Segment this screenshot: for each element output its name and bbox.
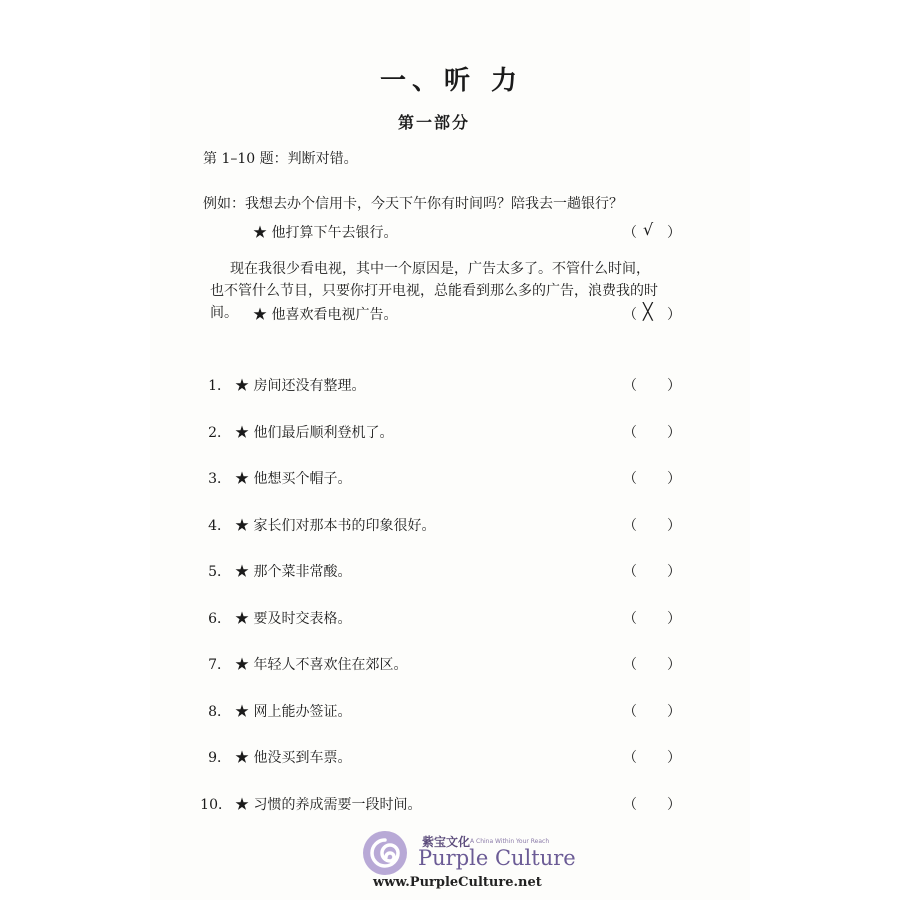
example2-statement: ★ 他喜欢看电视广告。	[253, 307, 398, 323]
answer-paren-close: ）	[667, 425, 681, 441]
question-number: 4．	[208, 518, 231, 534]
example-line	[203, 193, 623, 213]
question-number: 6．	[208, 611, 231, 627]
watermark-url: www.PurpleCulture.net	[373, 875, 542, 890]
question-number: 8．	[208, 704, 231, 720]
question-number: 3．	[208, 471, 231, 487]
section-title: 一、听 力	[380, 66, 524, 96]
question-statement: ★ 他没买到车票。	[235, 750, 352, 766]
answer-blank[interactable]	[640, 515, 664, 533]
question-statement: ★ 房间还没有整理。	[235, 378, 366, 394]
answer-paren-open: （	[623, 704, 637, 720]
answer-paren-open: （	[623, 425, 637, 441]
question-number: 5．	[208, 564, 231, 580]
answer-paren-open: （	[623, 564, 637, 580]
question-statement: ★ 他想买个帽子。	[235, 471, 352, 487]
example-paren-close: ）	[667, 225, 681, 241]
example-text: 我想去办个信用卡，今天下午你有时间吗？陪我去一趟银行？	[245, 196, 623, 212]
answer-blank[interactable]	[640, 468, 664, 486]
answer-paren-open: （	[623, 797, 637, 813]
answer-blank[interactable]	[640, 747, 664, 765]
question-number: 7．	[208, 657, 231, 673]
watermark-brand-en: Purple Culture	[418, 846, 576, 870]
check-mark: √	[643, 220, 654, 239]
answer-paren-open: （	[623, 518, 637, 534]
watermark-tagline: A China Within Your Reach	[470, 838, 550, 845]
answer-blank[interactable]	[640, 608, 664, 626]
question-statement: ★ 习惯的养成需要一段时间。	[235, 797, 422, 813]
answer-paren-close: ）	[667, 611, 681, 627]
question-statement: ★ 网上能办签证。	[235, 704, 352, 720]
answer-paren-close: ）	[667, 750, 681, 766]
answer-paren-open: （	[623, 378, 637, 394]
example-paragraph: 现在我很少看电视，其中一个原因是，广告太多了。不管什么时间，也不管什么节目，只要你打开电视，总能看到那么多的广告，浪费我的时间。	[210, 261, 658, 321]
answer-blank[interactable]	[640, 422, 664, 440]
purple-culture-logo-icon	[362, 830, 408, 876]
question-statement: ★ 要及时交表格。	[235, 611, 352, 627]
answer-paren-open: （	[623, 657, 637, 673]
example-label: 例如：	[203, 196, 245, 212]
example2-paren-open: （	[623, 307, 637, 323]
answer-blank[interactable]	[640, 375, 664, 393]
watermark-brand-cn: 紫宝文化	[422, 835, 471, 849]
answer-paren-close: ）	[667, 797, 681, 813]
answer-paren-close: ）	[667, 564, 681, 580]
question-statement: ★ 那个菜非常酸。	[235, 564, 352, 580]
answer-paren-close: ）	[667, 378, 681, 394]
answer-blank[interactable]	[640, 561, 664, 579]
example2-paren-close: ）	[667, 307, 681, 323]
question-number: 10．	[200, 797, 232, 813]
answer-paren-open: （	[623, 750, 637, 766]
question-number: 1．	[208, 378, 231, 394]
answer-paren-open: （	[623, 611, 637, 627]
answer-blank[interactable]	[640, 701, 664, 719]
answer-paren-close: ）	[667, 518, 681, 534]
example-statement: ★ 他打算下午去银行。	[253, 225, 398, 241]
part-title: 第一部分	[398, 113, 471, 132]
example-paren-open: （	[623, 225, 637, 241]
answer-blank[interactable]	[640, 794, 664, 812]
question-statement: ★ 他们最后顺利登机了。	[235, 425, 394, 441]
instruction: 第 1–10 题：判断对错。	[203, 151, 358, 167]
answer-blank[interactable]	[640, 654, 664, 672]
question-number: 9．	[208, 750, 231, 766]
question-statement: ★ 家长们对那本书的印象很好。	[235, 518, 436, 534]
question-number: 2．	[208, 425, 231, 441]
answer-paren-close: ）	[667, 704, 681, 720]
answer-paren-open: （	[623, 471, 637, 487]
answer-paren-close: ）	[667, 657, 681, 673]
question-statement: ★ 年轻人不喜欢住在郊区。	[235, 657, 408, 673]
answer-paren-close: ）	[667, 471, 681, 487]
cross-mark: ╳	[643, 302, 653, 321]
